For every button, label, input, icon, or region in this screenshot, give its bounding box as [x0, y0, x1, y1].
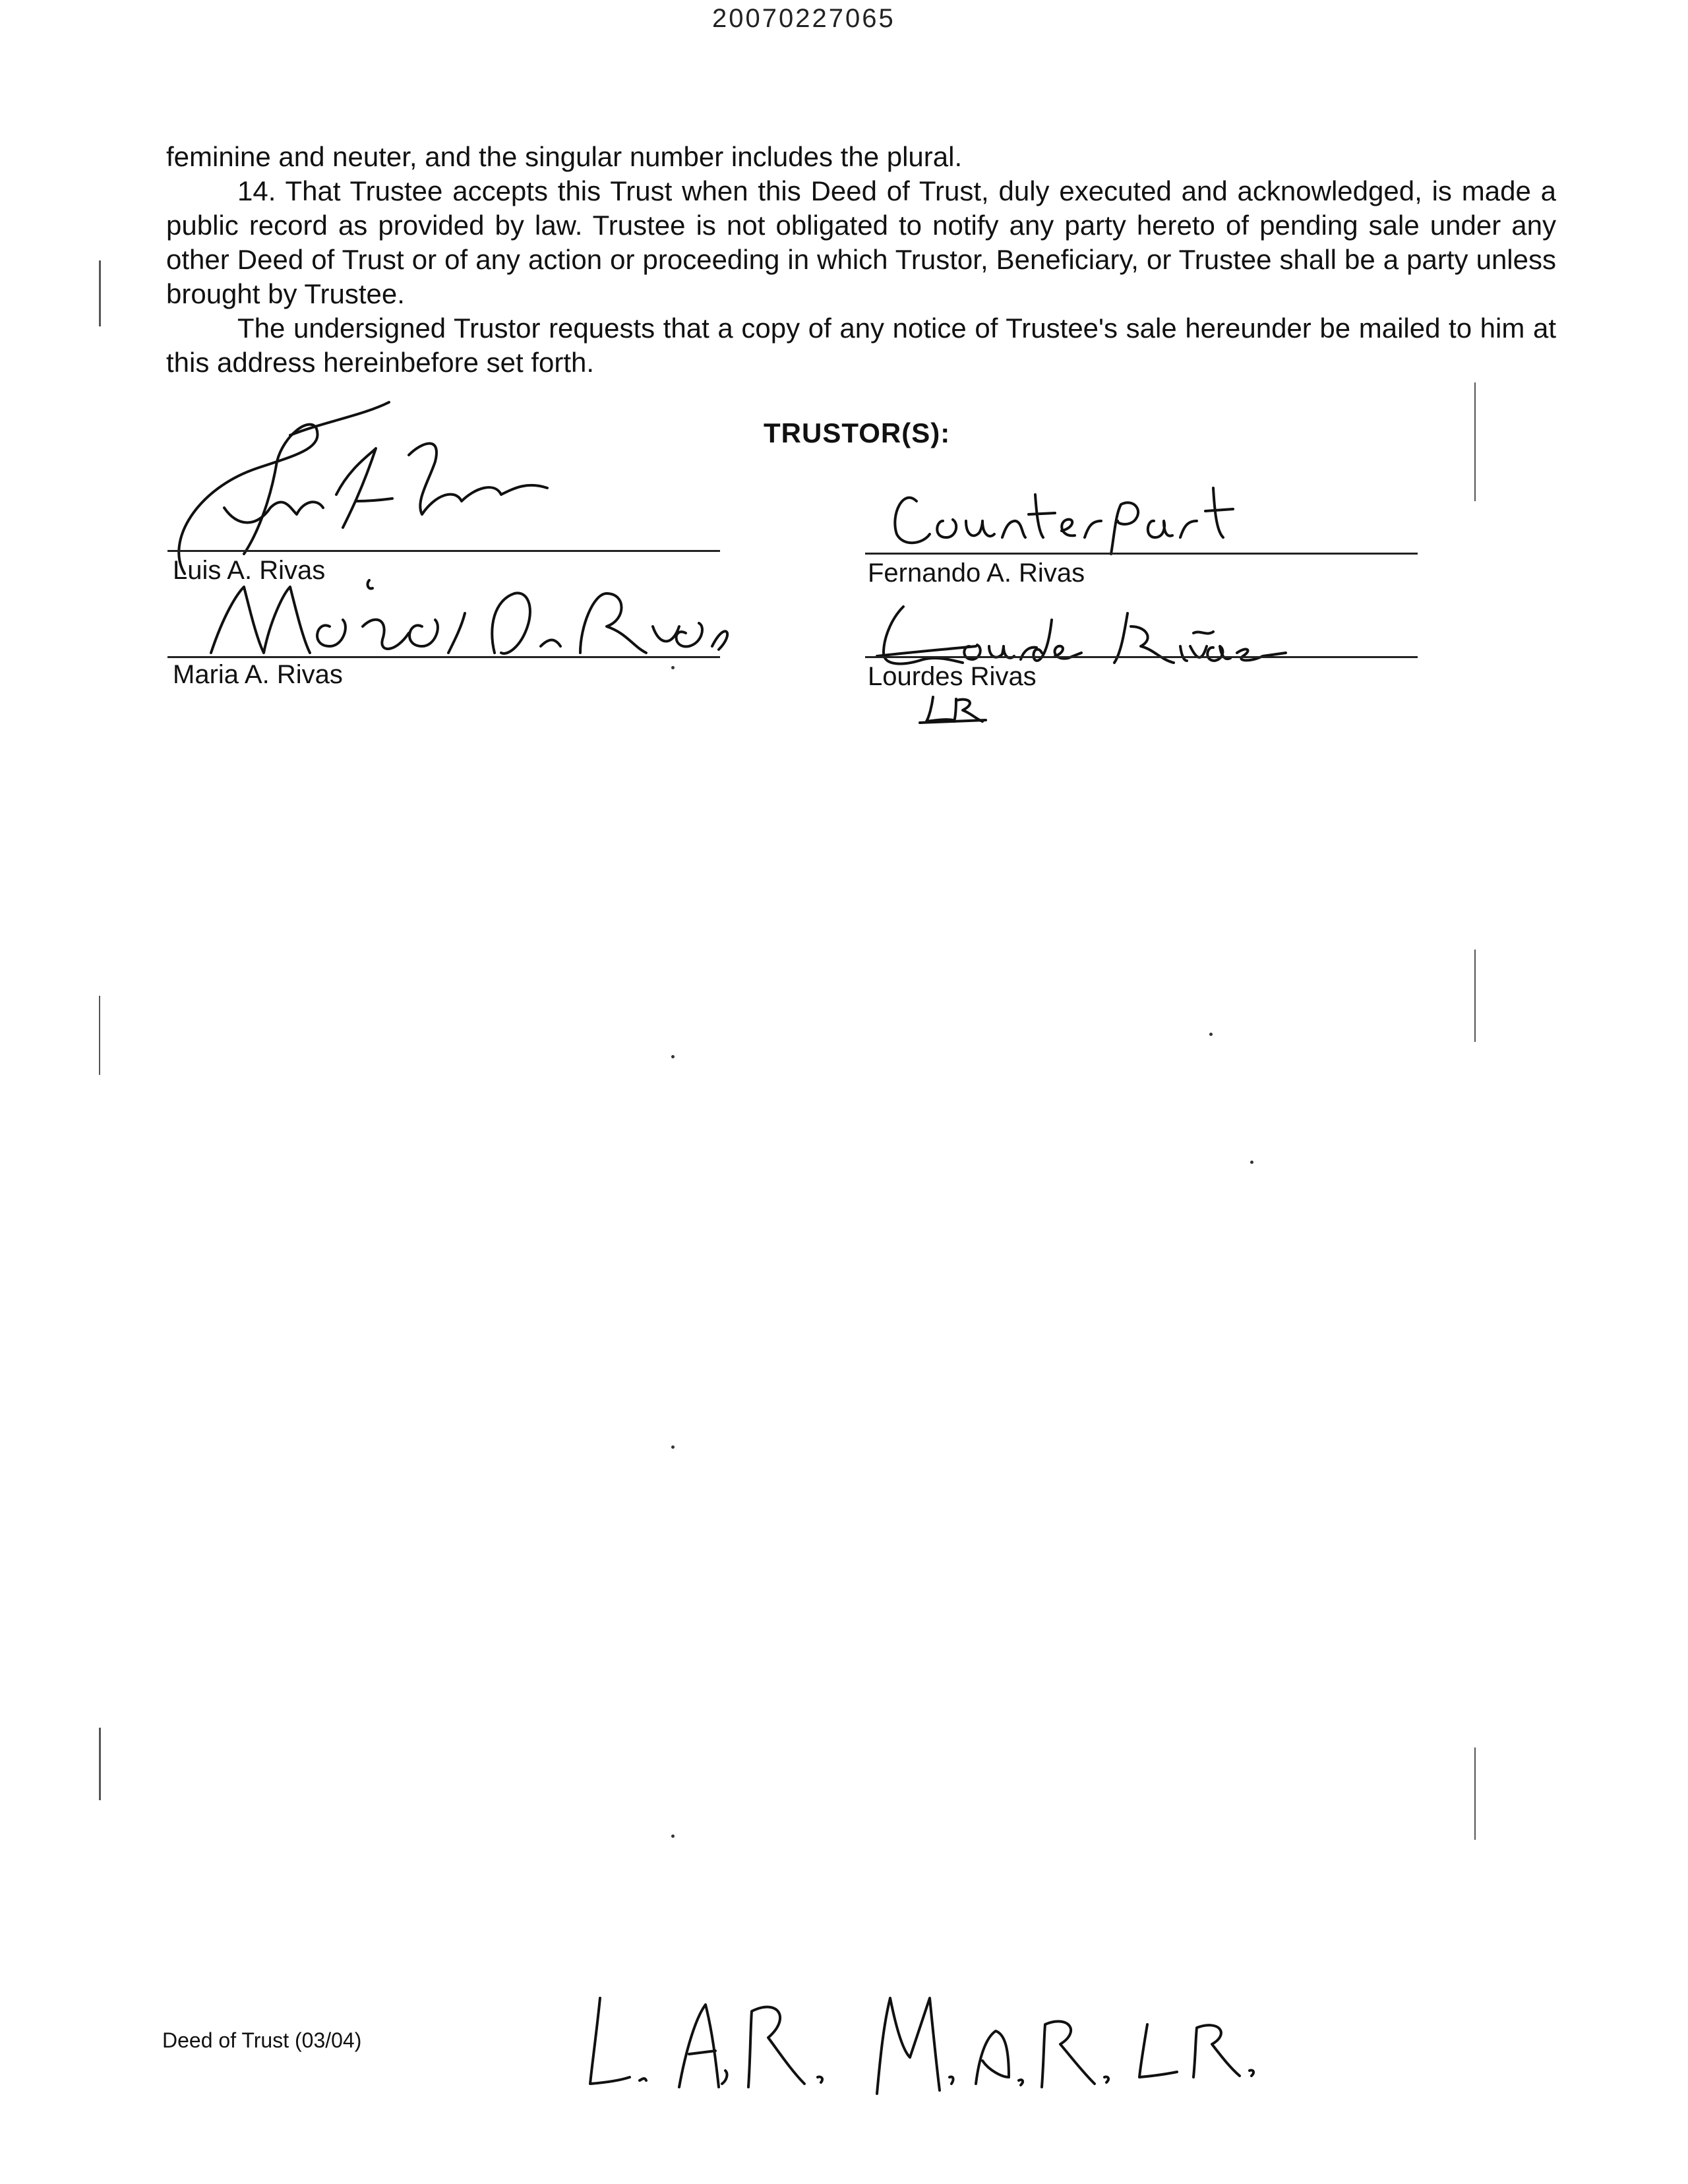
- luis-signature: [125, 409, 600, 580]
- fernando-counterpart-handwriting: [890, 475, 1286, 554]
- lourdes-name: Lourdes Rivas: [868, 662, 1037, 691]
- maria-signature: [198, 574, 738, 666]
- scan-dot-6: [671, 666, 675, 669]
- scan-artifact-left-3: [99, 1728, 101, 1800]
- paragraph-gender-clause: feminine and neuter, and the singular number includes the plural.: [166, 141, 963, 172]
- scan-dot-4: [671, 1445, 675, 1449]
- lourdes-signature-line: [865, 656, 1418, 658]
- scan-artifact-left-1: [99, 260, 101, 326]
- recording-number: 20070227065: [712, 4, 895, 33]
- footer-handwritten-initials: [580, 1978, 1292, 2110]
- lourdes-initials: [920, 694, 992, 727]
- maria-signature-line: [167, 656, 720, 658]
- luis-signature-line: [167, 550, 720, 552]
- fernando-signature-line: [865, 553, 1418, 555]
- scan-artifact-left-2: [99, 996, 100, 1075]
- scan-dot-5: [671, 1835, 675, 1838]
- paragraph-14: 14. That Trustee accepts this Trust when this Deed of Trust, duly executed and acknowledged, is made a public record as provided by law. Trustee is not obligated to notify any party hereto of pending sale under any other Deed of Trust or of any action or proceeding in which Trustor, Beneficiary, or Trustee shall be a party unless brought by Trustee.: [166, 175, 1556, 309]
- fernando-name: Fernando A. Rivas: [868, 559, 1085, 588]
- paragraph-notice-request: The undersigned Trustor requests that a copy of any notice of Trustee's sale hereunder be mailed to him at this address hereinbefore set forth.: [166, 313, 1556, 378]
- scan-dot-2: [1209, 1033, 1213, 1036]
- maria-name: Maria A. Rivas: [173, 660, 343, 689]
- luis-name: Luis A. Rivas: [173, 556, 326, 585]
- scan-dot-3: [1250, 1161, 1253, 1164]
- scan-artifact-right-2: [1474, 950, 1476, 1042]
- scan-artifact-right-1: [1474, 382, 1476, 501]
- scan-artifact-right-3: [1474, 1747, 1476, 1840]
- deed-body-text: [166, 140, 1556, 380]
- form-footer-label: Deed of Trust (03/04): [162, 2028, 362, 2052]
- trustors-heading: TRUSTOR(S):: [764, 417, 951, 448]
- scan-dot-1: [671, 1055, 675, 1058]
